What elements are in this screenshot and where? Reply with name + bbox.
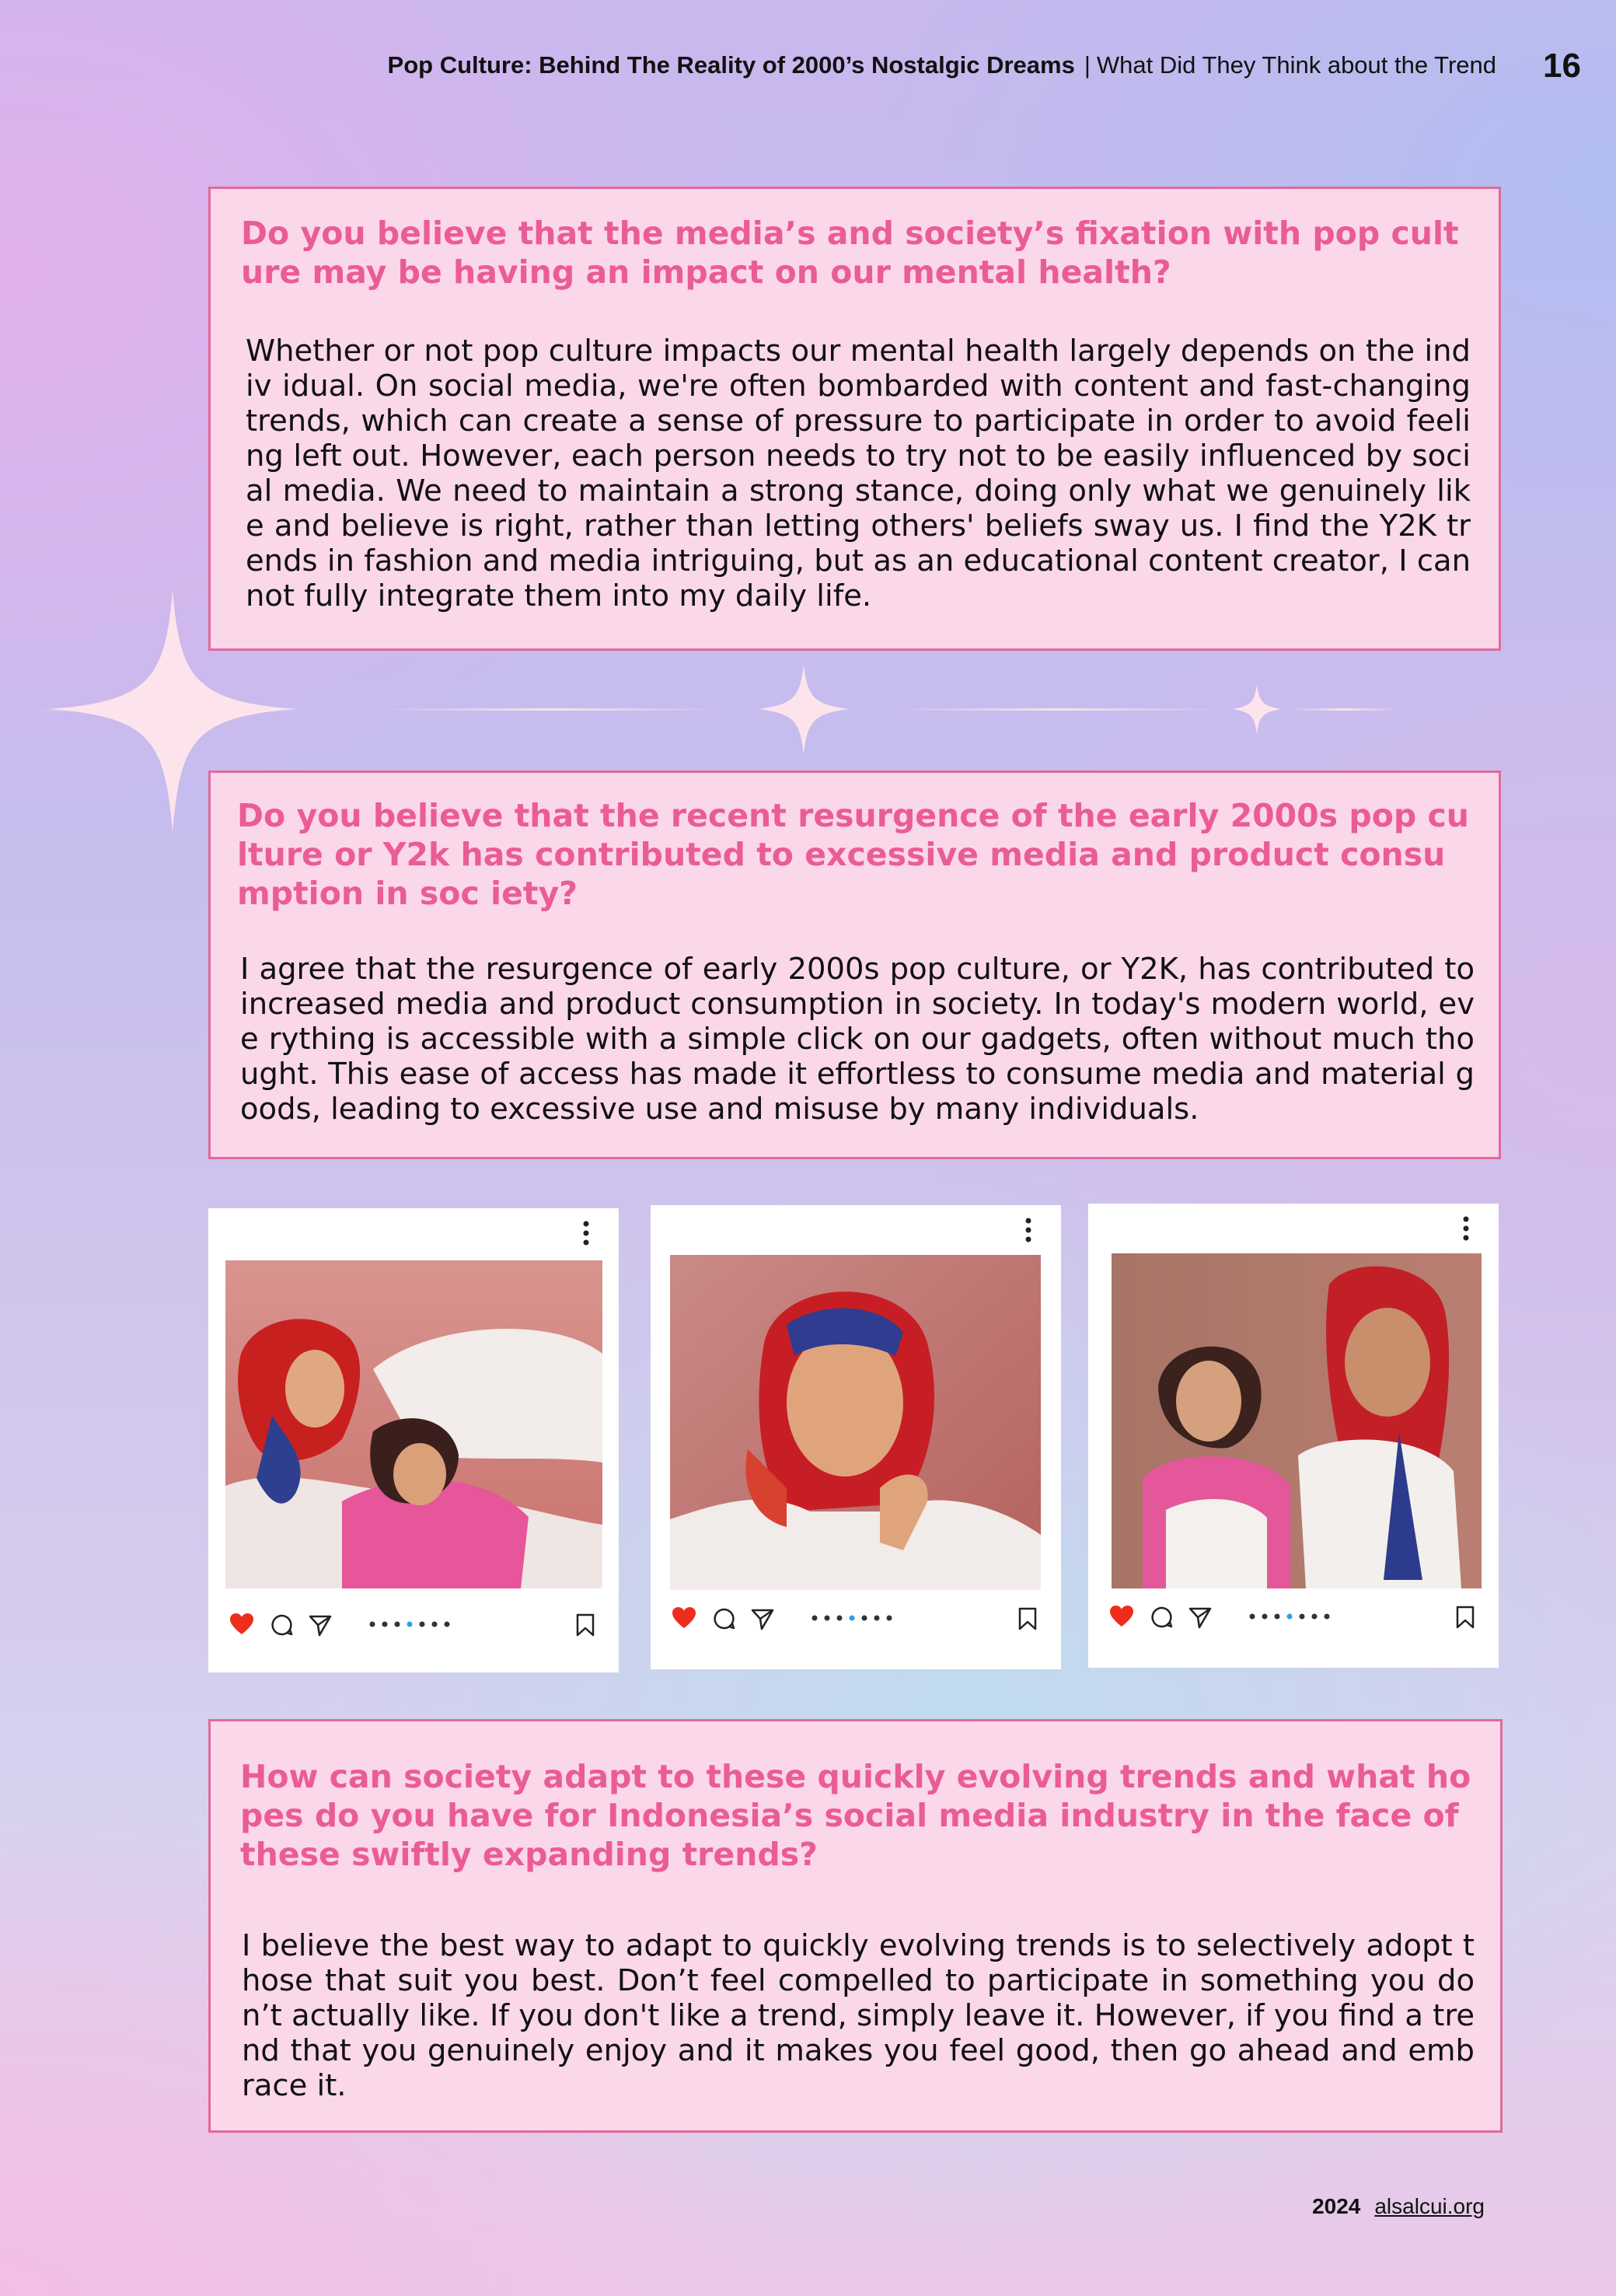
heart-icon[interactable]	[229, 1613, 254, 1636]
carousel-dots[interactable]	[368, 1620, 459, 1628]
sparkle-line	[381, 708, 723, 711]
post-photo	[225, 1260, 602, 1588]
question-1: Do you believe that the media’s and society’s fixation with pop culture may be having an impact on our mental health?	[241, 215, 1459, 291]
bookmark-icon[interactable]	[1455, 1605, 1475, 1630]
post-actions	[1088, 1602, 1499, 1633]
bookmark-icon[interactable]	[575, 1613, 595, 1637]
more-options-icon[interactable]	[1025, 1218, 1031, 1242]
post-actions	[208, 1609, 619, 1641]
answer-2: I agree that the resurgence of early 2000s pop culture, or Y2K, has contributed to increased media and product consumption in society. In today's modern world, eve rything is accessible with a simple click on our gadgets, often without much thought. This ease of access has made it effortless to consume media and material goods, leading to excessive use and misuse by many individuals.	[240, 952, 1475, 1127]
carousel-dots[interactable]	[1248, 1613, 1339, 1620]
post-photo	[1112, 1253, 1482, 1588]
photo-illustration	[225, 1260, 602, 1588]
sparkle-star-medium	[759, 665, 849, 754]
post-actions	[651, 1603, 1061, 1634]
carousel-dots[interactable]	[811, 1614, 901, 1622]
footer-website-link[interactable]: alsalcui.org	[1374, 2194, 1485, 2218]
post-card-3[interactable]	[1088, 1204, 1499, 1668]
answer-1: Whether or not pop culture impacts our mental health largely depends on the indiv idual. On social media, we're often bombarded with content and fast-changing trends, which can create a sense of pressure to participate in order to avoid feeling left out. However, each person needs to try not to be easily influenced by social media. We need to maintain a strong stance, doing only what we genuinely like and believe is right, rather than letting others' beliefs sway us. I find the Y2K trends in fashion and media intriguing, but as an educational content creator, I cannot fully integrate them into my daily life.	[246, 334, 1471, 613]
page-number: 16	[1543, 47, 1581, 85]
bookmark-icon[interactable]	[1017, 1606, 1038, 1631]
qa-box-3	[208, 1719, 1503, 2133]
post-card-1[interactable]	[208, 1208, 619, 1672]
question-2: Do you believe that the recent resurgence of the early 2000s pop culture or Y2k has contributed to excessive media and product consumption in soc iety?	[237, 797, 1469, 912]
qa-box-2	[208, 771, 1501, 1159]
share-icon[interactable]	[1188, 1606, 1213, 1629]
share-icon[interactable]	[308, 1613, 333, 1637]
comment-icon[interactable]	[713, 1607, 736, 1630]
sparkle-line	[894, 708, 1220, 711]
heart-icon[interactable]	[672, 1606, 696, 1630]
section-title: What Did They Think about the Trend	[1096, 51, 1496, 79]
post-photo	[670, 1255, 1041, 1590]
share-icon[interactable]	[750, 1607, 775, 1630]
comment-icon[interactable]	[1150, 1606, 1174, 1629]
magazine-title: Pop Culture: Behind The Reality of 2000’s Nostalgic Dreams	[387, 51, 1075, 79]
running-header	[0, 51, 1496, 79]
sparkle-star-small	[1233, 684, 1281, 734]
photo-illustration	[670, 1255, 1041, 1590]
more-options-icon[interactable]	[583, 1221, 589, 1246]
answer-3: I believe the best way to adapt to quickly evolving trends is to selectively adopt those that suit you best. Don’t feel compelled to participate in something you don’t actually like. If you don't like a trend, simply leave it. However, if you find a trend that you genuinely enjoy and it makes you feel good, then go ahead and emb race it.	[242, 1928, 1475, 2103]
photo-illustration	[1112, 1253, 1482, 1588]
sparkle-line	[1290, 708, 1399, 711]
question-3: How can society adapt to these quickly evolving trends and what hopes do you have for Indonesia’s social media industry in the face of these swiftly expanding trends?	[240, 1758, 1471, 1873]
header-separator: |	[1084, 51, 1091, 79]
heart-icon[interactable]	[1109, 1605, 1134, 1628]
qa-box-1	[208, 187, 1501, 651]
page-footer	[0, 2194, 1485, 2219]
footer-year: 2024	[1312, 2194, 1361, 2218]
comment-icon[interactable]	[270, 1613, 294, 1637]
more-options-icon[interactable]	[1463, 1216, 1469, 1241]
post-card-2[interactable]	[651, 1205, 1061, 1669]
